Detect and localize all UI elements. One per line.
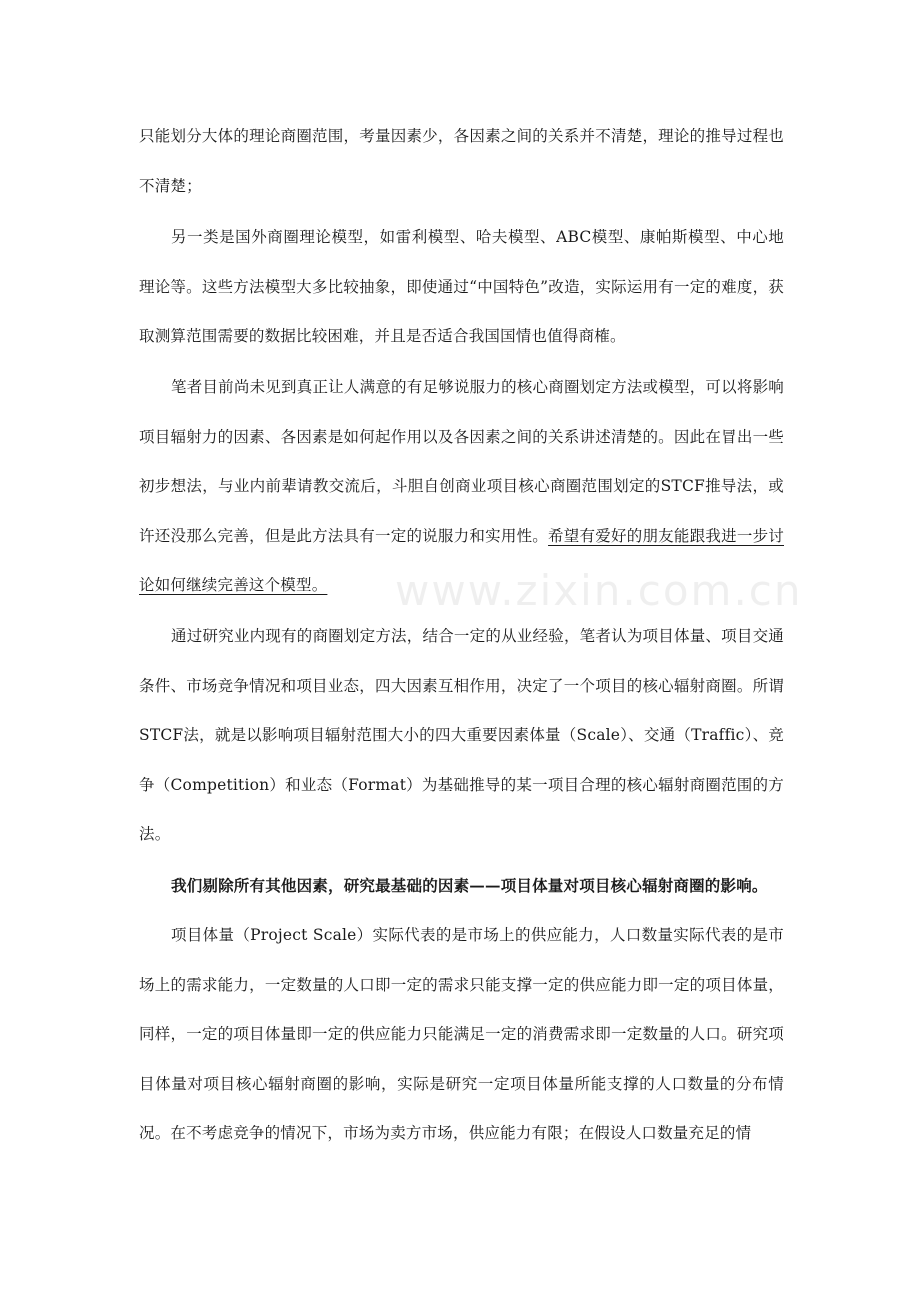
paragraph-3 [139,363,784,611]
paragraph-3-body [139,363,784,611]
paragraph-4 [139,612,784,860]
paragraph-4-text: 通过研究业内现有的商圈划定方法，结合一定的从业经验，笔者认为项目体量、项目交通条件、市场竞争情况和项目业态，四大因素互相作用，决定了一个项目的核心辐射商圈。所谓STCF法，就是以影响项目辐射范围大小的四大重要因素体量（Scale）、交通（Traffic）、竞争（Competition）和业态（Format）为基础推导的某一项目合理的核心辐射商圈范围的方法。 [139,627,784,843]
watermark: www.zixin.com.cn [395,566,803,615]
paragraph-3-underlined-text: 希望有爱好的朋友能跟我进一步讨论如何继续完善这个模型。 [139,526,784,594]
paragraph-5-text: 我们剔除所有其他因素，研究最基础的因素——项目体量对项目核心辐射商圈的影响。 [171,876,768,895]
paragraph-1 [139,112,784,211]
paragraph-2-text: 另一类是国外商圈理论模型，如雷利模型、哈夫模型、ABC模型、康帕斯模型、中心地理论等。这些方法模型大多比较抽象，即使通过“中国特色”改造，实际运用有一定的难度，获取测算范围需要的数据比较困难，并且是否适合我国国情也值得商榷。 [139,228,784,345]
paragraph-2 [139,213,784,362]
paragraph-6-text: 项目体量（Project Scale）实际代表的是市场上的供应能力，人口数量实际代表的是市场上的需求能力，一定数量的人口即一定的需求只能支撑一定的供应能力即一定的项目体量，同样，一定的项目体量即一定的供应能力只能满足一定的消费需求即一定数量的人口。研究项目体量对项目核心辐射商圈的影响，实际是研究一定项目体量所能支撑的人口数量的分布情况。在不考虑竞争的情况下，市场为卖方市场，供应能力有限；在假设人口数量充足的情 [139,926,784,1142]
paragraph-3-text: 笔者目前尚未见到真正让人满意的有足够说服力的核心商圈划定方法或模型，可以将影响项目辐射力的因素、各因素是如何起作用以及各因素之间的关系讲述清楚的。因此在冒出一些初步想法，与业内前辈请教交流后，斗胆自创商业项目核心商圈范围划定的STCF推导法，或许还没那么完善，但是此方法具有一定的说服力和实用性。 [139,378,784,545]
paragraph-6 [139,911,784,1159]
paragraph-1-text: 只能划分大体的理论商圈范围，考量因素少，各因素之间的关系并不清楚，理论的推导过程也不清楚； [139,127,784,195]
paragraph-5 [139,861,784,911]
